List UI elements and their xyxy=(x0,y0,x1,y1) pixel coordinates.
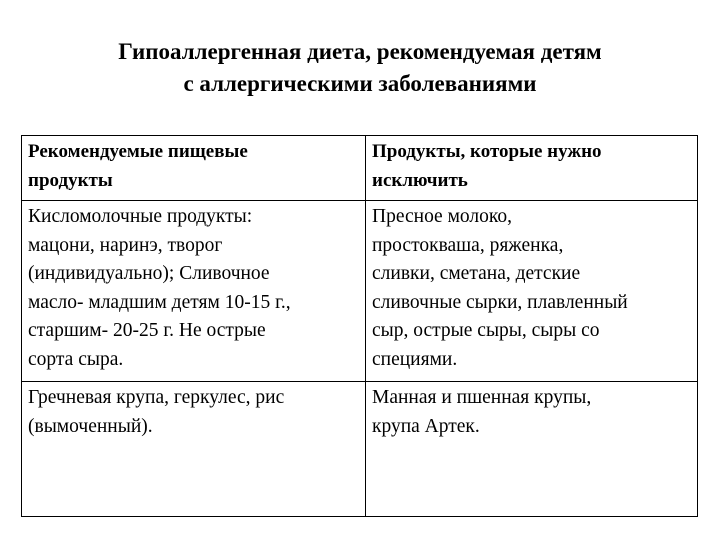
cell-line: Манная и пшенная крупы, xyxy=(372,387,592,408)
cell-line: простокваша, ряженка, xyxy=(372,234,564,256)
cell-line: сыр, острые сыры, сыры со xyxy=(372,320,600,341)
cell-line: сливочные сырки, плавленный xyxy=(372,291,628,313)
cell-line: сорта сыра. xyxy=(28,348,124,370)
cell-line: Пресное молоко, xyxy=(372,206,513,227)
page-title-line-1: Гипоаллергенная диета, рекомендуемая детям xyxy=(118,39,602,64)
diet-table xyxy=(21,135,698,517)
cell-line: специями. xyxy=(372,348,458,370)
cell-line: сливки, сметана, детские xyxy=(372,263,581,284)
cell-excluded-grains xyxy=(366,382,698,517)
cell-excluded-dairy xyxy=(366,201,698,382)
header-excluded-line: исключить xyxy=(372,169,468,191)
cell-recommended-grains xyxy=(22,382,366,517)
page-title xyxy=(0,36,720,100)
header-recommended xyxy=(22,136,366,201)
cell-line: Кисломолочные продукты: xyxy=(28,206,253,227)
page-title-line-2: с аллергическими заболеваниями xyxy=(183,71,537,96)
table-row xyxy=(22,201,698,382)
table-header-row xyxy=(22,136,698,201)
header-excluded xyxy=(366,136,698,201)
cell-line: мацони, наринэ, творог xyxy=(28,234,223,256)
header-recommended-line: продукты xyxy=(28,169,113,191)
cell-line: крупа Артек. xyxy=(372,415,480,437)
cell-line: Гречневая крупа, геркулес, рис xyxy=(28,387,285,408)
cell-line: масло- младшим детям 10-15 г., xyxy=(28,291,291,313)
table-row xyxy=(22,382,698,517)
header-recommended-line: Рекомендуемые пищевые xyxy=(28,141,248,162)
cell-line: старшим- 20-25 г. Не острые xyxy=(28,320,266,341)
cell-recommended-dairy xyxy=(22,201,366,382)
cell-line: (вымоченный). xyxy=(28,415,153,437)
header-excluded-line: Продукты, которые нужно xyxy=(372,141,602,162)
cell-line: (индивидуально); Сливочное xyxy=(28,263,270,284)
